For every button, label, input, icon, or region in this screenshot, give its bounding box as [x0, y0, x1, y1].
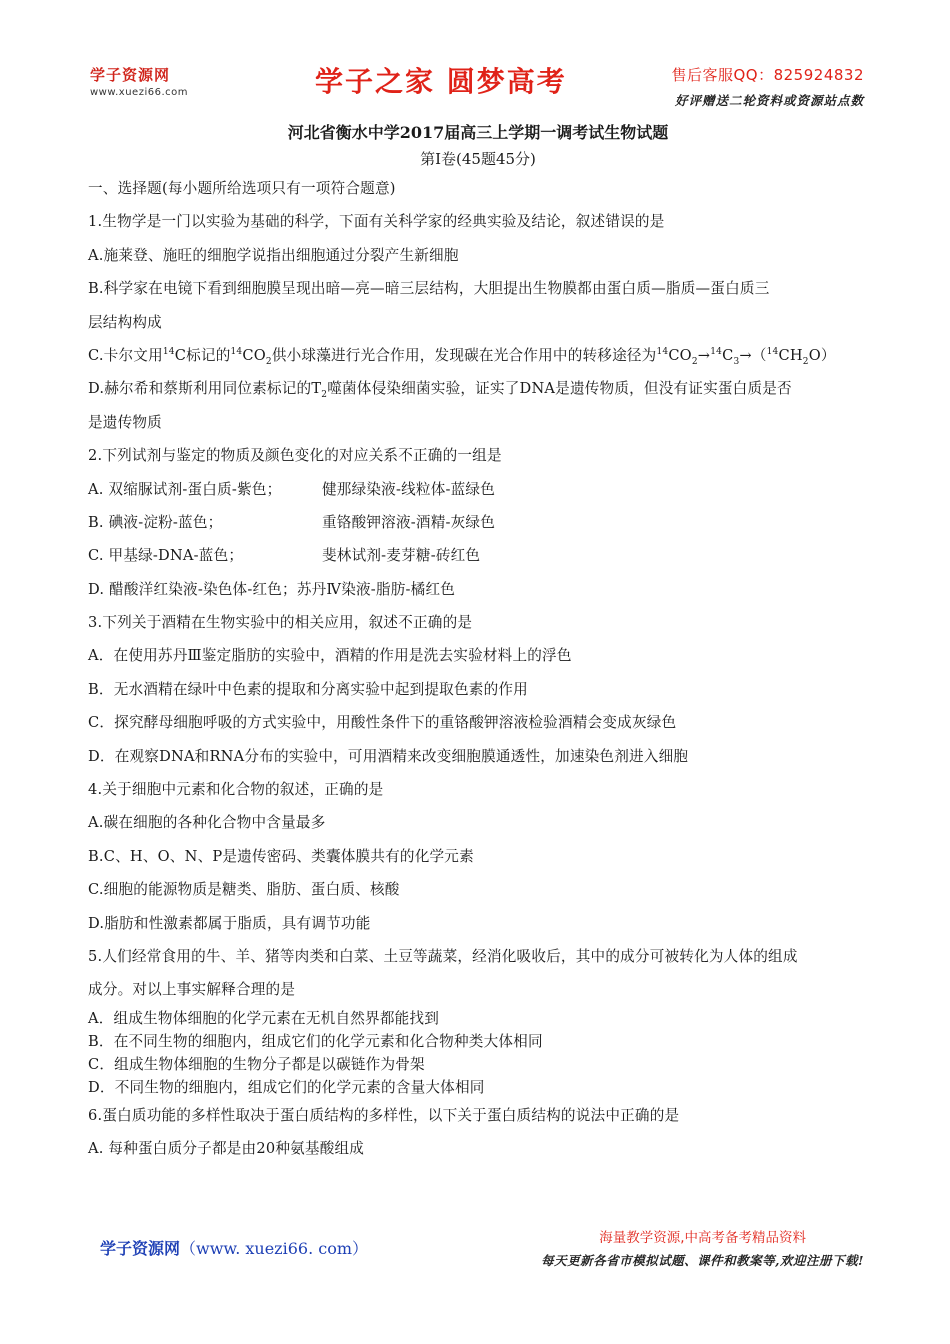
- question-4-option-b: B.C、H、O、N、P是遗传密码、类囊体膜共有的化学元素: [88, 847, 474, 865]
- page-footer: [0, 1222, 950, 1282]
- page-header: [0, 0, 950, 110]
- question-1-option-c: C.卡尔文用$^{14}$C标记的$^{14}CO_2$供小球藻进行光合作用，发现碳在光合作用中的转移途径为$^{14}CO_2\to^{14}C_3\to(^{14}CH_2O)$: [88, 346, 836, 367]
- question-4-stem: 4.关于细胞中元素和化合物的叙述，正确的是: [88, 781, 384, 799]
- question-4-option-d: D.脂肪和性激素都属于脂质，具有调节功能: [88, 914, 371, 932]
- logo-url[interactable]: www.xuezi66.com: [90, 87, 188, 98]
- exam-document: [88, 120, 868, 1166]
- question-4-option-a: A.碳在细胞的各种化合物中含量最多: [88, 814, 326, 832]
- question-3-option-b: B．无水酒精在绿叶中色素的提取和分离实验中起到提取色素的作用: [88, 680, 528, 698]
- footer-update: 每天更新各省市模拟试题、课件和教案等,欢迎注册下载!: [541, 1253, 864, 1268]
- question-5-stem-cont: 成分。对以上事实解释合理的是: [88, 981, 296, 999]
- question-5-option-d: D．不同生物的细胞内，组成它们的化学元素的含量大体相同: [88, 1078, 485, 1096]
- footer-notes: [541, 1226, 864, 1269]
- section-heading: 一、选择题(每小题所给选项只有一项符合题意): [88, 180, 396, 197]
- question-5-option-a: A．组成生物体细胞的化学元素在无机自然界都能找到: [88, 1009, 439, 1027]
- question-2-option-d: D. 醋酸洋红染液-染色体-红色；苏丹Ⅳ染液-脂肪-橘红色: [88, 580, 456, 598]
- question-3-option-c: C．探究酵母细胞呼吸的方式实验中，用酸性条件下的重铬酸钾溶液检验酒精会变成灰绿色: [88, 714, 677, 732]
- header-contact: [671, 64, 864, 109]
- exam-title: 河北省衡水中学2017届高三上学期一调考试生物试题: [287, 123, 669, 142]
- question-5-option-c: C．组成生物体细胞的生物分子都是以碳链作为骨架: [88, 1055, 425, 1073]
- site-logo[interactable]: [90, 64, 188, 98]
- question-3-option-a: A．在使用苏丹Ⅲ鉴定脂肪的实验中，酒精的作用是洗去实验材料上的浮色: [88, 647, 572, 665]
- question-1-option-a: A.施莱登、施旺的细胞学说指出细胞通过分裂产生新细胞: [88, 246, 459, 264]
- question-3-stem: 3.下列关于酒精在生物实验中的相关应用，叙述不正确的是: [88, 614, 473, 632]
- question-4-option-c: C.细胞的能源物质是糖类、脂肪、蛋白质、核酸: [88, 881, 400, 899]
- question-1-option-b: B.科学家在电镜下看到细胞膜呈现出暗—亮—暗三层结构，大胆提出生物膜都由蛋白质—脂质—蛋白质三: [88, 280, 770, 298]
- logo-name: 学子资源网: [90, 66, 171, 84]
- praise-note: 好评赠送二轮资料或资源站点数: [674, 93, 864, 108]
- question-1-option-b-cont: 层结构构成: [88, 313, 162, 331]
- exam-part: 第Ⅰ卷(45题45分): [420, 150, 536, 168]
- question-1-stem: 1.生物学是一门以实验为基础的科学，下面有关科学家的经典实验及结论，叙述错误的是: [88, 213, 665, 231]
- question-1-option-d-cont: 是遗传物质: [88, 413, 162, 431]
- question-3-option-d: D．在观察DNA和RNA分布的实验中，可用酒精来改变细胞膜通透性，加速染色剂进入细胞: [88, 747, 689, 765]
- question-2-stem: 2.下列试剂与鉴定的物质及颜色变化的对应关系不正确的一组是: [88, 447, 502, 465]
- question-5-stem: 5.人们经常食用的牛、羊、猪等肉类和白菜、土豆等蔬菜，经消化吸收后，其中的成分可被转化为人体的组成: [88, 947, 798, 965]
- question-2-option-b: B. 碘液-淀粉-蓝色； 重铬酸钾溶液-酒精-灰绿色: [88, 513, 495, 531]
- header-slogan: 学子之家 圆梦高考: [315, 65, 567, 98]
- question-2-option-a: A. 双缩脲试剂-蛋白质-紫色； 健那绿染液-线粒体-蓝绿色: [88, 480, 495, 498]
- footer-url[interactable]: （www. xuezi66. com）: [180, 1239, 369, 1258]
- question-2-option-c: C. 甲基绿-DNA-蓝色； 斐林试剂-麦芽糖-砖红色: [88, 547, 481, 565]
- footer-site[interactable]: [100, 1236, 368, 1259]
- question-6-option-a: A. 每种蛋白质分子都是由20种氨基酸组成: [88, 1140, 365, 1158]
- service-qq: 售后客服QQ：825924832: [671, 66, 864, 84]
- question-5-option-b: B．在不同生物的细胞内，组成它们的化学元素和化合物种类大体相同: [88, 1032, 543, 1050]
- question-1-option-d: D.赫尔希和蔡斯利用同位素标记的$T_2$噬菌体侵染细菌实验，证实了DNA是遗传物质，但没有证实蛋白质是否: [88, 380, 792, 401]
- footer-resources: 海量教学资源,中高考备考精品资料: [599, 1230, 806, 1246]
- question-6-stem: 6.蛋白质功能的多样性取决于蛋白质结构的多样性，以下关于蛋白质结构的说法中正确的是: [88, 1106, 680, 1124]
- footer-brand: 学子资源网: [100, 1239, 181, 1258]
